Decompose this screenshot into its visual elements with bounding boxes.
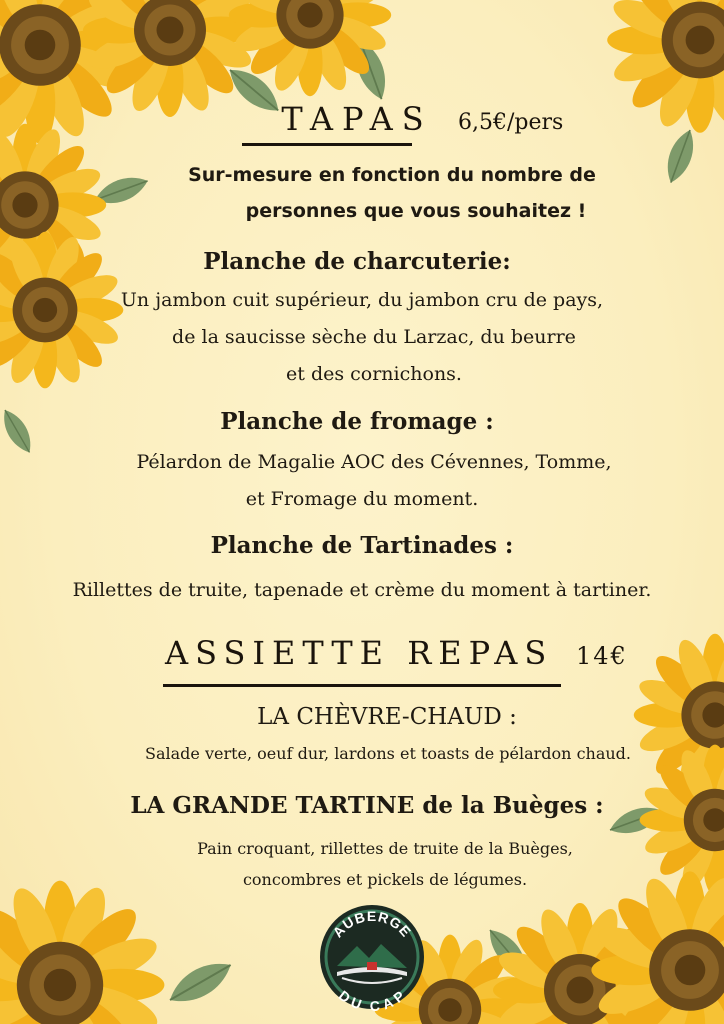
charcuterie-line-3: et des cornichons. <box>286 363 462 385</box>
grande-tartine-line-2: concombres et pickels de légumes. <box>242 870 528 889</box>
charcuterie-line-1: Un jambon cuit supérieur, du jambon cru de pays, <box>120 289 604 311</box>
grande-tartine-line-1: Pain croquant, rillettes de truite de la Buèges, <box>197 839 573 858</box>
svg-text:AUBERGE <box>329 908 414 940</box>
grande-tartine-heading: LA GRANDE TARTINE de la Buèges : <box>130 792 604 819</box>
fromage-line-2: et Fromage du moment. <box>245 488 479 510</box>
tartinades-line-1: Rillettes de truite, tapenade et crème du moment à tartiner. <box>72 579 652 601</box>
chevre-chaud-heading: LA CHÈVRE-CHAUD : <box>257 704 517 730</box>
chevre-chaud-line-1: Salade verte, oeuf dur, lardons et toasts de pélardon chaud. <box>144 744 632 763</box>
tapas-title-underline <box>242 143 412 146</box>
fromage-line-1: Pélardon de Magalie AOC des Cévennes, Tomme, <box>136 451 612 473</box>
svg-text:DU CAP <box>336 987 408 1012</box>
tapas-note-line-2: personnes que vous souhaitez ! <box>245 200 587 222</box>
logo-bottom-text: DU CAP <box>335 987 409 1012</box>
logo-top-text: AUBERGE <box>329 907 415 941</box>
tartinades-heading: Planche de Tartinades : <box>210 532 514 559</box>
assiette-title-underline <box>163 684 561 687</box>
tapas-note-line-1: Sur-mesure en fonction du nombre de <box>188 164 596 186</box>
assiette-title: ASSIETTE REPAS <box>165 634 554 672</box>
charcuterie-line-2: de la saucisse sèche du Larzac, du beurre <box>172 326 576 348</box>
charcuterie-heading: Planche de charcuterie: <box>203 248 511 275</box>
logo-text <box>317 902 427 1012</box>
tapas-price: 6,5€/pers <box>458 110 564 135</box>
assiette-price: 14€ <box>576 642 628 670</box>
fromage-heading: Planche de fromage : <box>220 408 494 435</box>
tapas-title: TAPAS <box>281 100 433 138</box>
